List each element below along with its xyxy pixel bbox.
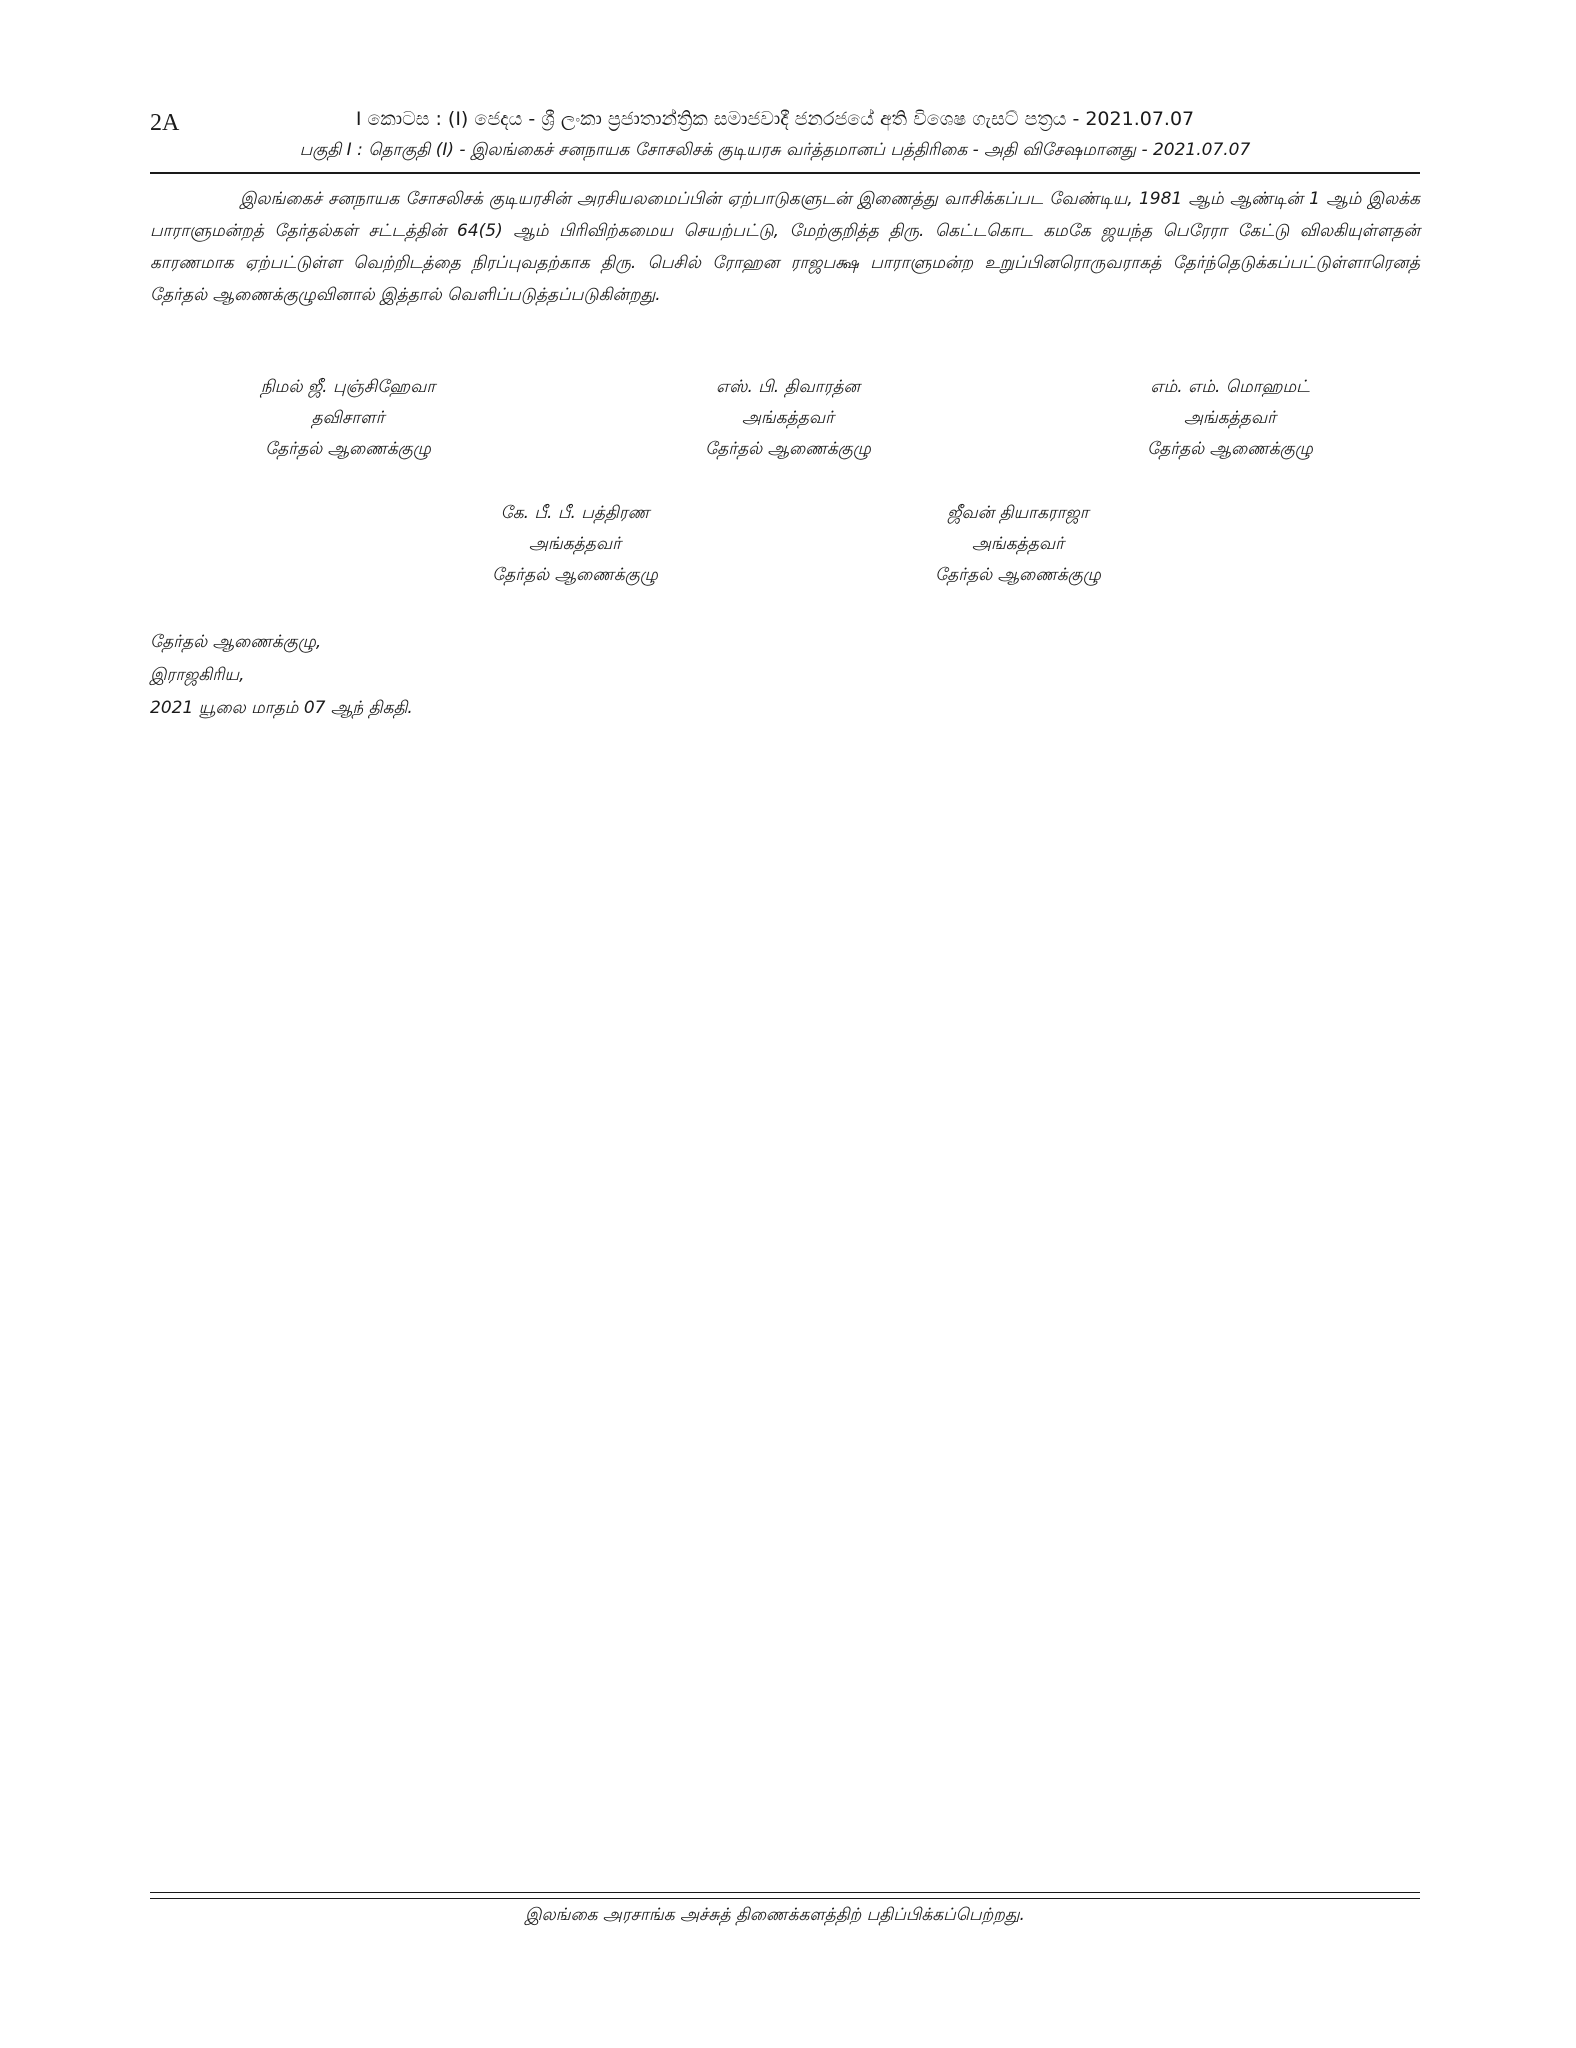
- gazette-header-tamil: பகுதி I : தொகுதி (I) - இலங்கைச் சனநாயக சோசலிசக் குடியரசு வர்த்தமானப் பத்திரிகை - அதி விசேஷமானது - 2021.07.07: [299, 140, 1251, 160]
- address-date: 2021 யூலை மாதம் 07 ஆந் திகதி.: [150, 698, 413, 718]
- signatory-body: தேர்தல் ஆணைக்குழு: [265, 439, 431, 459]
- signatory-name: ஜீவன் தியாகராஜா: [947, 503, 1089, 523]
- footer-divider: [150, 1892, 1420, 1893]
- signatory-title: அங்கத்தவர்: [742, 408, 834, 428]
- signatory-name: எஸ். பி. திவாரத்ன: [715, 377, 861, 397]
- page-number: 2A: [150, 110, 180, 136]
- notice-paragraph: இலங்கைச் சனநாயக சோசலிசக் குடியரசின் அரசியலமைப்பின் ஏற்பாடுகளுடன் இணைத்து வாசிக்கப்பட வேண்டிய, 1981 ஆம் ஆண்டின் 1 ஆம் இலக்க பாராளுமன்றத் தேர்தல்கள் சட்டத்தின் 64(5) ஆம் பிரிவிற்கமைய செயற்பட்டு, மேற்குறித்த திரு. கெட்டகொட கமகே ஜயந்த பெரேரா கேட்டு விலகியுள்ளதன் காரணமாக ஏற்பட்டுள்ள வெற்றிடத்தை நிரப்புவதற்காக திரு. பெசில் ரோஹன ராஜபக்ஷ பாராளுமன்ற உறுப்பினரொருவராகத் தேர்ந்தெடுக்கப்பட்டுள்ளாரெனத் தேர்தல் ஆணைக்குழுவினால் இத்தால் வெளிப்படுத்தப்படுகின்றது.: [150, 189, 1420, 305]
- signatory-body: தேர்தல் ஆணைக்குழு: [492, 565, 658, 585]
- gazette-header-sinhala: I කොටස : (I) ජෙදය - ශ්‍රී ලංකා ප්‍රජාතාන්ත්‍රික සමාජවාදී ජනරජයේ අති විශෙෂ ගැසට් පත්‍රය - 2021.07.07: [355, 108, 1195, 130]
- signatory-title: அங்கத்தவர்: [529, 534, 621, 554]
- signatory-title: அங்கத்தவர்: [1184, 408, 1276, 428]
- signatory-body: தேர்தல் ஆணைக்குழு: [705, 439, 871, 459]
- address-line: தேர்தல் ஆணைக்குழு,: [150, 632, 322, 652]
- signatory-block: [1070, 372, 1390, 465]
- header-divider: [150, 172, 1420, 174]
- printer-footer: இலங்கை அரசாங்க அச்சுத் திணைக்களத்திற் பதிப்பிக்கப்பெற்றது.: [525, 1905, 1025, 1925]
- issuing-address: [150, 626, 413, 725]
- signatory-title: அங்கத்தவர்: [972, 534, 1064, 554]
- address-line: இராஜகிரிய,: [150, 665, 245, 685]
- signatory-block: [415, 498, 735, 591]
- signatory-title: தவிசாளர்: [311, 408, 385, 428]
- signatory-name: எம். எம். மொஹமட்: [1150, 377, 1310, 397]
- signatory-block: [188, 372, 508, 465]
- signatory-block: [858, 498, 1178, 591]
- signatory-body: தேர்தல் ஆணைக்குழு: [935, 565, 1101, 585]
- footer-divider: [150, 1898, 1420, 1899]
- signatory-body: தேர்தல் ஆணைக்குழு: [1147, 439, 1313, 459]
- signatory-block: [628, 372, 948, 465]
- signatory-name: நிமல் ஜீ. புஞ்சிஹேவா: [260, 377, 436, 397]
- signatory-name: கே. பீ. பீ. பத்திரண: [500, 503, 650, 523]
